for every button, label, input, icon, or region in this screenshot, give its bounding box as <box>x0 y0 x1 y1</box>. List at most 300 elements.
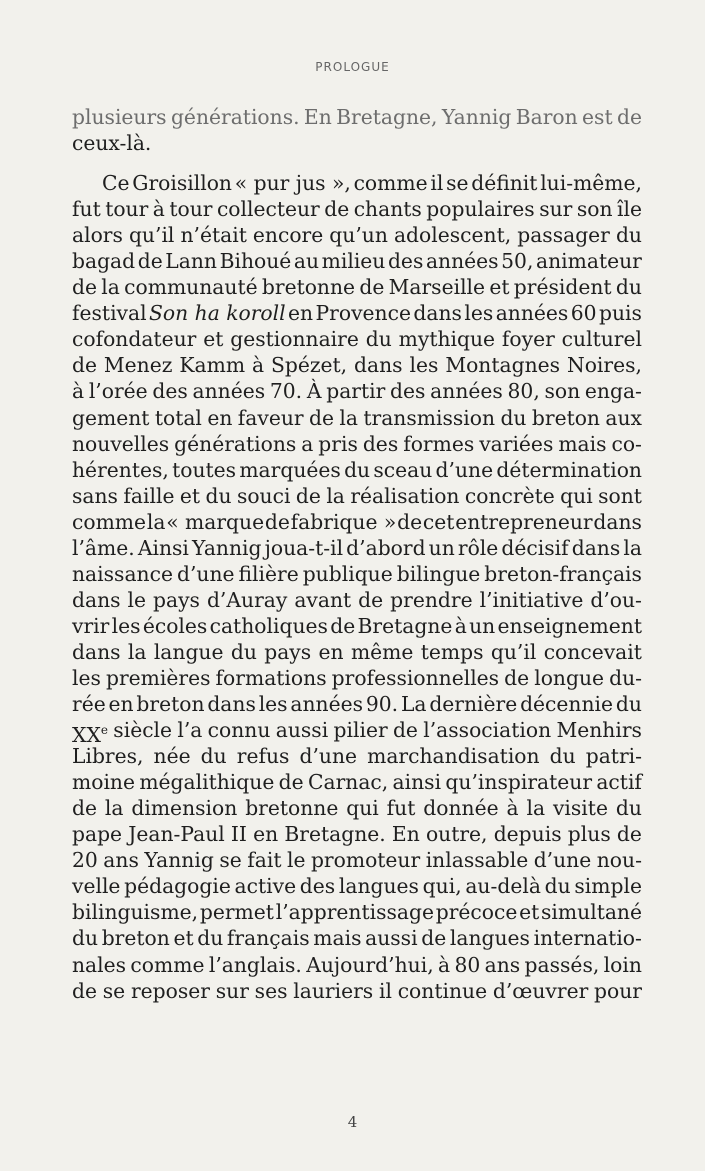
word: Carnac, <box>307 770 389 795</box>
word: nou- <box>596 848 642 873</box>
word: a <box>301 431 314 456</box>
word: puis <box>598 301 642 326</box>
text-line <box>72 248 642 274</box>
word: en <box>288 301 314 326</box>
word: nouvelles <box>72 431 170 456</box>
word: Noires, <box>566 353 642 378</box>
word: de <box>72 275 97 300</box>
word: qui, <box>422 874 462 899</box>
century-numeral <box>72 717 108 747</box>
text-line <box>72 925 642 951</box>
word: aussi <box>275 718 329 743</box>
word: un <box>428 535 455 560</box>
text-line <box>72 561 642 587</box>
word: enga- <box>584 379 642 404</box>
word: du <box>197 926 224 951</box>
word: bretonne <box>261 275 356 300</box>
word: breton <box>101 926 170 951</box>
text-line <box>72 587 642 613</box>
word: années <box>495 301 569 326</box>
word: sont <box>598 483 642 508</box>
word: sur <box>539 197 573 222</box>
word: toutes <box>172 457 237 482</box>
word: Ainsi <box>137 535 189 560</box>
text-line <box>72 613 642 639</box>
word: mégalithique <box>139 770 275 795</box>
word: Spézet, <box>270 353 348 378</box>
word: À <box>306 379 322 404</box>
word: de <box>359 275 385 300</box>
word: dans <box>354 353 403 378</box>
page-number: 4 <box>347 1113 358 1131</box>
word: dans <box>413 301 462 326</box>
word: 80 <box>454 952 481 977</box>
word: milieu <box>321 249 386 274</box>
word: bilingue <box>396 561 481 586</box>
word: il <box>430 171 444 196</box>
text-line <box>72 873 642 899</box>
text-line <box>72 300 642 326</box>
text-line <box>72 483 642 509</box>
word: en <box>108 692 134 717</box>
word: concrète <box>464 483 555 508</box>
word: d’une <box>299 744 358 769</box>
word: dans <box>207 692 256 717</box>
word: passager <box>517 223 610 248</box>
word: internatio- <box>533 926 642 951</box>
word: culturel <box>561 327 642 352</box>
word: générations. <box>170 105 300 129</box>
word: Lann <box>165 249 217 274</box>
word: années <box>290 692 364 717</box>
word: décennie <box>520 692 614 717</box>
word: breton <box>531 405 600 430</box>
word: détermination <box>496 457 642 482</box>
word: qui <box>560 483 593 508</box>
word: alors <box>72 223 123 248</box>
word: comme <box>353 171 428 196</box>
word: d’une <box>533 848 592 873</box>
word: et <box>519 900 540 925</box>
word: l’orée <box>88 379 148 404</box>
word: d’abord <box>346 535 426 560</box>
word: même <box>350 639 414 664</box>
word: années <box>425 249 499 274</box>
word: gement <box>72 405 150 430</box>
word: d’œuvrer <box>492 978 589 1003</box>
word: collecteur <box>216 197 320 222</box>
word: dimension <box>131 796 238 821</box>
text-line <box>72 978 642 1004</box>
word: souci <box>236 483 291 508</box>
word: 80, <box>507 379 540 404</box>
word: concevait <box>543 639 642 664</box>
word: bretonne <box>245 796 339 821</box>
word: du <box>72 926 99 951</box>
word: réalisation <box>350 483 460 508</box>
word: II <box>230 822 247 847</box>
word: et <box>179 483 201 508</box>
word: pédagogie <box>124 874 231 899</box>
word: la <box>127 639 147 664</box>
word: Aujourd’hui, <box>306 952 434 977</box>
word: dans <box>571 535 621 560</box>
word: le <box>286 848 306 873</box>
word: premières <box>105 665 211 690</box>
festival-name: Son ha koroll <box>149 301 286 326</box>
word: tour <box>169 197 213 222</box>
word: langues <box>338 874 419 899</box>
word: son <box>544 379 581 404</box>
word: à <box>152 197 165 222</box>
word: de <box>72 796 97 821</box>
text-line <box>72 104 642 130</box>
word: définit <box>471 171 538 196</box>
word: moine <box>72 770 135 795</box>
word: des <box>387 249 424 274</box>
word: en <box>207 405 233 430</box>
word: Yannig <box>144 848 214 873</box>
word: marquées <box>239 457 341 482</box>
word: la <box>101 275 120 300</box>
word: cofondateur <box>72 327 197 352</box>
word: La <box>400 692 427 717</box>
word: Menez <box>103 353 173 378</box>
word: se <box>446 171 469 196</box>
word: naissance <box>72 561 173 586</box>
word: Marseille <box>388 275 486 300</box>
word: qu’il <box>128 223 175 248</box>
word: reposer <box>130 978 210 1003</box>
word: et <box>489 275 510 300</box>
word: qu’un <box>329 223 388 248</box>
word: de <box>330 613 356 638</box>
word: sans <box>72 483 118 508</box>
text-line <box>72 222 642 248</box>
word: transmission <box>363 405 496 430</box>
text-line <box>72 899 642 925</box>
word: Bretagne, <box>336 105 438 129</box>
word: dans <box>593 509 642 534</box>
word: les <box>111 613 141 638</box>
word: rée <box>72 692 106 717</box>
text-line <box>72 274 642 300</box>
word: longue <box>534 665 605 690</box>
word: actif <box>596 770 642 795</box>
word: prendre <box>390 587 473 612</box>
word: bilinguisme, <box>72 900 199 925</box>
word: connu <box>207 718 271 743</box>
text-line <box>72 795 642 821</box>
word: Yannig <box>192 535 262 560</box>
text-line <box>72 352 642 378</box>
word: ans <box>484 952 521 977</box>
word: permet <box>199 900 274 925</box>
word: « marque <box>166 509 265 534</box>
word: faille <box>123 483 175 508</box>
word: Menhirs <box>556 718 642 743</box>
word: n’était <box>180 223 247 248</box>
word: Groisillon <box>132 171 232 196</box>
word: décisif <box>501 535 569 560</box>
word: catholiques <box>209 613 328 638</box>
word: publique <box>302 561 393 586</box>
word: au <box>293 249 320 274</box>
word: l’apprentissage <box>275 900 434 925</box>
word: hérentes, <box>72 457 169 482</box>
word: pays <box>153 587 200 612</box>
word: est <box>582 105 613 129</box>
word: rôle <box>457 535 499 560</box>
word: il <box>378 978 392 1003</box>
word: sceau <box>373 457 433 482</box>
text-line <box>72 196 642 222</box>
word: la <box>326 483 345 508</box>
word: générations <box>174 431 297 456</box>
word: pape <box>72 822 123 847</box>
word: de <box>137 249 163 274</box>
text-line <box>72 431 642 457</box>
text-line <box>72 130 642 156</box>
word: festival <box>72 301 147 326</box>
word: du <box>544 874 571 899</box>
word: active <box>234 874 297 899</box>
word: passés, <box>524 952 600 977</box>
word: au-delà <box>465 874 541 899</box>
word: des <box>299 874 336 899</box>
word: fut <box>386 796 416 821</box>
text-line <box>72 821 642 847</box>
word: la <box>339 405 358 430</box>
word: ainsi <box>392 770 442 795</box>
word: cet <box>422 509 455 534</box>
text-line <box>72 717 642 747</box>
word: avant <box>294 587 352 612</box>
text-line <box>72 326 642 352</box>
word: formes <box>403 431 475 456</box>
word: président <box>513 275 612 300</box>
word: outre, <box>425 822 488 847</box>
word: Yannig <box>441 105 512 129</box>
text-line <box>72 457 642 483</box>
word: de <box>72 353 97 378</box>
word: visite <box>552 796 608 821</box>
word: Libres, <box>72 744 144 769</box>
word: tour <box>105 197 149 222</box>
word: écoles <box>142 613 208 638</box>
word: des <box>390 379 426 404</box>
word: de <box>278 770 304 795</box>
word: refus <box>236 744 290 769</box>
word: Baron <box>515 105 578 129</box>
word: des <box>152 379 188 404</box>
word: de <box>295 483 321 508</box>
word: filière <box>238 561 299 586</box>
word: simultané <box>541 900 642 925</box>
text-line <box>72 769 642 795</box>
word: se <box>219 848 242 873</box>
word: gestionnaire <box>230 327 359 352</box>
word: total <box>154 405 202 430</box>
paragraph-gap <box>72 156 642 170</box>
word: variées <box>479 431 554 456</box>
word: marchandisation <box>367 744 540 769</box>
word: qui <box>346 796 379 821</box>
word: fut <box>72 197 101 222</box>
word: 20 <box>72 848 98 873</box>
word: dans <box>72 587 121 612</box>
word: les <box>72 665 101 690</box>
word: lui-même, <box>540 171 642 196</box>
body-text <box>72 104 642 1004</box>
text-line <box>72 743 642 769</box>
word: plusieurs <box>72 105 167 129</box>
word: inlassable <box>425 848 529 873</box>
word: Bretagne. <box>284 822 386 847</box>
word: temps <box>420 639 484 664</box>
word: En <box>391 822 420 847</box>
running-header: PROLOGUE <box>315 60 390 74</box>
word: du <box>365 327 392 352</box>
word: donnée <box>423 796 499 821</box>
word: de <box>72 978 97 1003</box>
word: co- <box>611 431 642 456</box>
word: « pur jus », <box>234 171 351 196</box>
word: mais <box>313 926 362 951</box>
word: enseignement <box>497 613 642 638</box>
word: siècle <box>113 718 173 743</box>
word: d’une <box>176 561 235 586</box>
word: Ce <box>102 171 130 196</box>
word: mais <box>558 431 607 456</box>
word: de <box>504 665 530 690</box>
word: île <box>616 197 642 222</box>
word: les <box>258 692 288 717</box>
word: en <box>253 822 279 847</box>
word: du <box>200 744 227 769</box>
word: de <box>616 822 642 847</box>
word: nales <box>72 952 127 977</box>
word: les <box>409 353 439 378</box>
word: à <box>72 379 85 404</box>
word: à <box>506 796 519 821</box>
word: la <box>623 535 642 560</box>
word: vrir <box>72 613 110 638</box>
word: l’anglais. <box>208 952 302 977</box>
word: communauté <box>124 275 258 300</box>
word: dans <box>72 639 121 664</box>
text-segment: ceux-là. <box>72 131 152 156</box>
word: de <box>397 509 423 534</box>
word: patri- <box>585 744 642 769</box>
word: en <box>318 639 344 664</box>
word: langues <box>449 926 530 951</box>
word: pilier <box>333 718 388 743</box>
word: l’association <box>423 718 552 743</box>
word: Provence <box>315 301 411 326</box>
word: 60 <box>570 301 597 326</box>
word: continue <box>397 978 488 1003</box>
word: qu’inspirateur <box>445 770 593 795</box>
word: sur <box>215 978 249 1003</box>
word: loin <box>603 952 642 977</box>
word: Bihoué <box>219 249 292 274</box>
word: du <box>205 483 232 508</box>
word: du <box>615 223 642 248</box>
text-line <box>72 535 642 561</box>
word: du <box>500 405 527 430</box>
word: Jean-Paul <box>128 822 225 847</box>
word: langue <box>153 639 224 664</box>
word: à <box>438 952 451 977</box>
word: d’Auray <box>206 587 288 612</box>
word: années <box>430 379 503 404</box>
word: aussi <box>365 926 418 951</box>
word: de <box>421 926 447 951</box>
text-line <box>72 691 642 717</box>
word: la <box>146 509 166 534</box>
word: animateur <box>536 249 642 274</box>
word: de <box>616 105 642 129</box>
word: ans <box>103 848 139 873</box>
word: fait <box>247 848 282 873</box>
word: En <box>303 105 332 129</box>
text-line <box>72 509 642 535</box>
word: faveur <box>237 405 304 430</box>
word: 90. <box>365 692 399 717</box>
word: pour <box>594 978 642 1003</box>
word: mythique <box>398 327 496 352</box>
word: lauriers <box>293 978 374 1003</box>
word: la <box>104 796 124 821</box>
word: dernière <box>429 692 518 717</box>
word: velle <box>72 874 121 899</box>
word: des <box>362 431 399 456</box>
word: d’ou- <box>590 587 642 612</box>
word: de <box>324 197 350 222</box>
word: comme <box>130 952 205 977</box>
word: plus <box>567 822 611 847</box>
word: ses <box>254 978 288 1003</box>
word: la <box>526 796 546 821</box>
word: formations <box>215 665 327 690</box>
word: d’une <box>435 457 494 482</box>
word: entrepreneur <box>455 509 593 534</box>
word: populaires <box>426 197 535 222</box>
word: un <box>469 613 496 638</box>
word: du <box>549 744 576 769</box>
word: du <box>615 692 642 717</box>
word: le <box>127 587 147 612</box>
text-line <box>72 952 642 978</box>
word: du- <box>609 665 642 690</box>
word: née <box>153 744 191 769</box>
word: foyer <box>501 327 555 352</box>
text-line <box>72 639 642 665</box>
word: l’initiative <box>479 587 584 612</box>
word: comme <box>72 509 147 534</box>
word: Montagnes <box>445 353 561 378</box>
word: Kamm <box>179 353 246 378</box>
word: encore <box>252 223 324 248</box>
word: années <box>192 379 266 404</box>
word: qu’il <box>490 639 537 664</box>
roman-numeral: XX <box>72 722 101 747</box>
word: pris <box>318 431 358 456</box>
word: à <box>454 613 467 638</box>
word: pays <box>264 639 312 664</box>
word: breton-français <box>484 561 642 586</box>
